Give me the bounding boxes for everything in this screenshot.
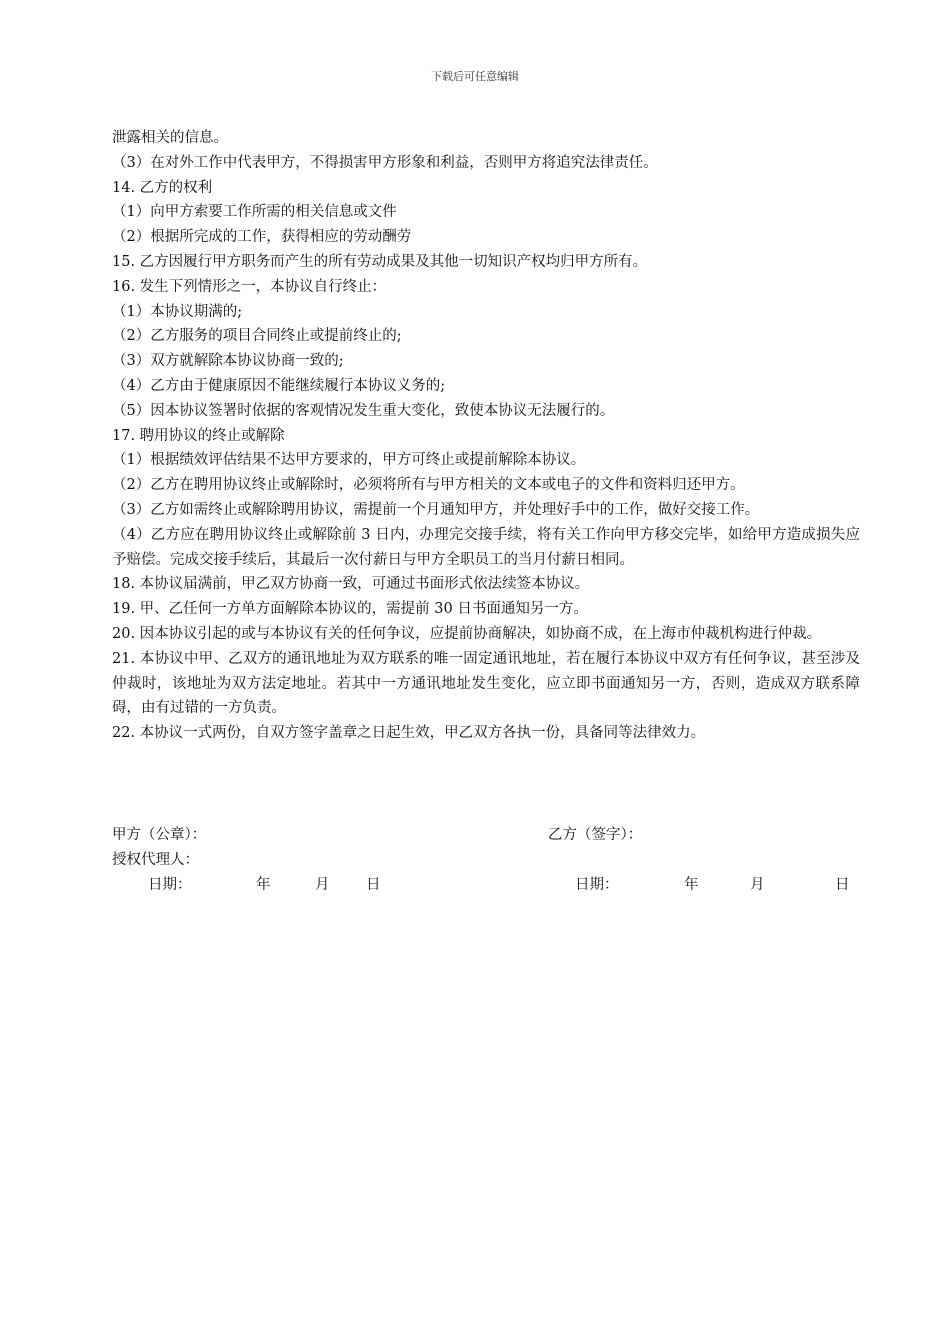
party-a-day-label: 日 — [366, 877, 381, 893]
party-a-seal-label: 甲方（公章）： — [112, 827, 207, 843]
paragraph: 20. 因本协议引起的或与本协议有关的任何争议，应提前协商解决，如协商不成，在上海市仲裁机构进行仲裁。 — [112, 625, 822, 642]
paragraph: 21. 本协议中甲、乙双方的通讯地址为双方联系的唯一固定通讯地址，若在履行本协议中双方有任何争议，甚至涉及仲裁时，该地址为双方法定地址。若其中一方通讯地址发生变化，应立即书面通知另一方，否则，造成双方联系障碍，由有过错的一方负责。 — [112, 650, 860, 717]
paragraph: 17. 聘用协议的终止或解除 — [112, 427, 285, 444]
paragraph: （2）乙方在聘用协议终止或解除时，必须将所有与甲方相关的文本或电子的文件和资料归还甲方。 — [112, 477, 745, 494]
paragraph: 19. 甲、乙任何一方单方面解除本协议的，需提前 30 日书面通知另一方。 — [112, 601, 588, 618]
party-a-year-label: 年 — [256, 877, 271, 893]
paragraph: （2）根据所完成的工作，获得相应的劳动酬劳 — [112, 229, 412, 246]
paragraph: 18. 本协议届满前，甲乙双方协商一致，可通过书面形式依法续签本协议。 — [112, 576, 590, 593]
paragraph: （1）根据绩效评估结果不达甲方要求的，甲方可终止或提前解除本协议。 — [112, 452, 586, 469]
paragraph: （3）乙方如需终止或解除聘用协议，需提前一个月通知甲方，并处理好手中的工作，做好交接工作。 — [112, 501, 760, 518]
paragraph: （2）乙方服务的项目合同终止或提前终止的; — [112, 328, 402, 345]
party-b-year-label: 年 — [684, 877, 699, 893]
party-b-date-label: 日期： — [575, 877, 619, 893]
paragraph: （1）本协议期满的; — [112, 303, 243, 320]
paragraph: （3）双方就解除本协议协商一致的; — [112, 353, 344, 370]
paragraph: （1）向甲方索要工作所需的相关信息或文件 — [112, 204, 397, 221]
paragraph: （4）乙方由于健康原因不能继续履行本协议义务的; — [112, 377, 446, 394]
party-b-month-label: 月 — [750, 877, 765, 893]
paragraph: 22. 本协议一式两份，自双方签字盖章之日起生效，甲乙双方各执一份，具备同等法律效力。 — [112, 725, 706, 742]
party-b-signature-label: 乙方（签字）： — [548, 827, 643, 843]
paragraph: （5）因本协议签署时依据的客观情况发生重大变化，致使本协议无法履行的。 — [112, 402, 615, 419]
agreement-body — [112, 126, 860, 746]
paragraph: 16. 发生下列情形之一，本协议自行终止： — [112, 278, 387, 295]
paragraph: 15. 乙方因履行甲方职务而产生的所有劳动成果及其他一切知识产权均归甲方所有。 — [112, 253, 648, 270]
paragraph: （4）乙方应在聘用协议终止或解除前 3 日内，办理完交接手续，将有关工作向甲方移交完毕，如给甲方造成损失应予赔偿。完成交接手续后，其最后一次付薪日与甲方全职员工的当月付薪日相同。 — [112, 526, 860, 568]
party-b-day-label: 日 — [835, 877, 850, 893]
page-header: 下载后可任意编辑 — [431, 70, 519, 83]
paragraph: 14. 乙方的权利 — [112, 179, 213, 196]
party-a-month-label: 月 — [315, 877, 330, 893]
party-a-date-label: 日期： — [148, 877, 192, 893]
paragraph: （3）在对外工作中代表甲方，不得损害甲方形象和利益，否则甲方将追究法律责任。 — [112, 154, 658, 171]
paragraph: 泄露相关的信息。 — [112, 130, 228, 146]
authorized-agent-label: 授权代理人： — [112, 852, 199, 868]
